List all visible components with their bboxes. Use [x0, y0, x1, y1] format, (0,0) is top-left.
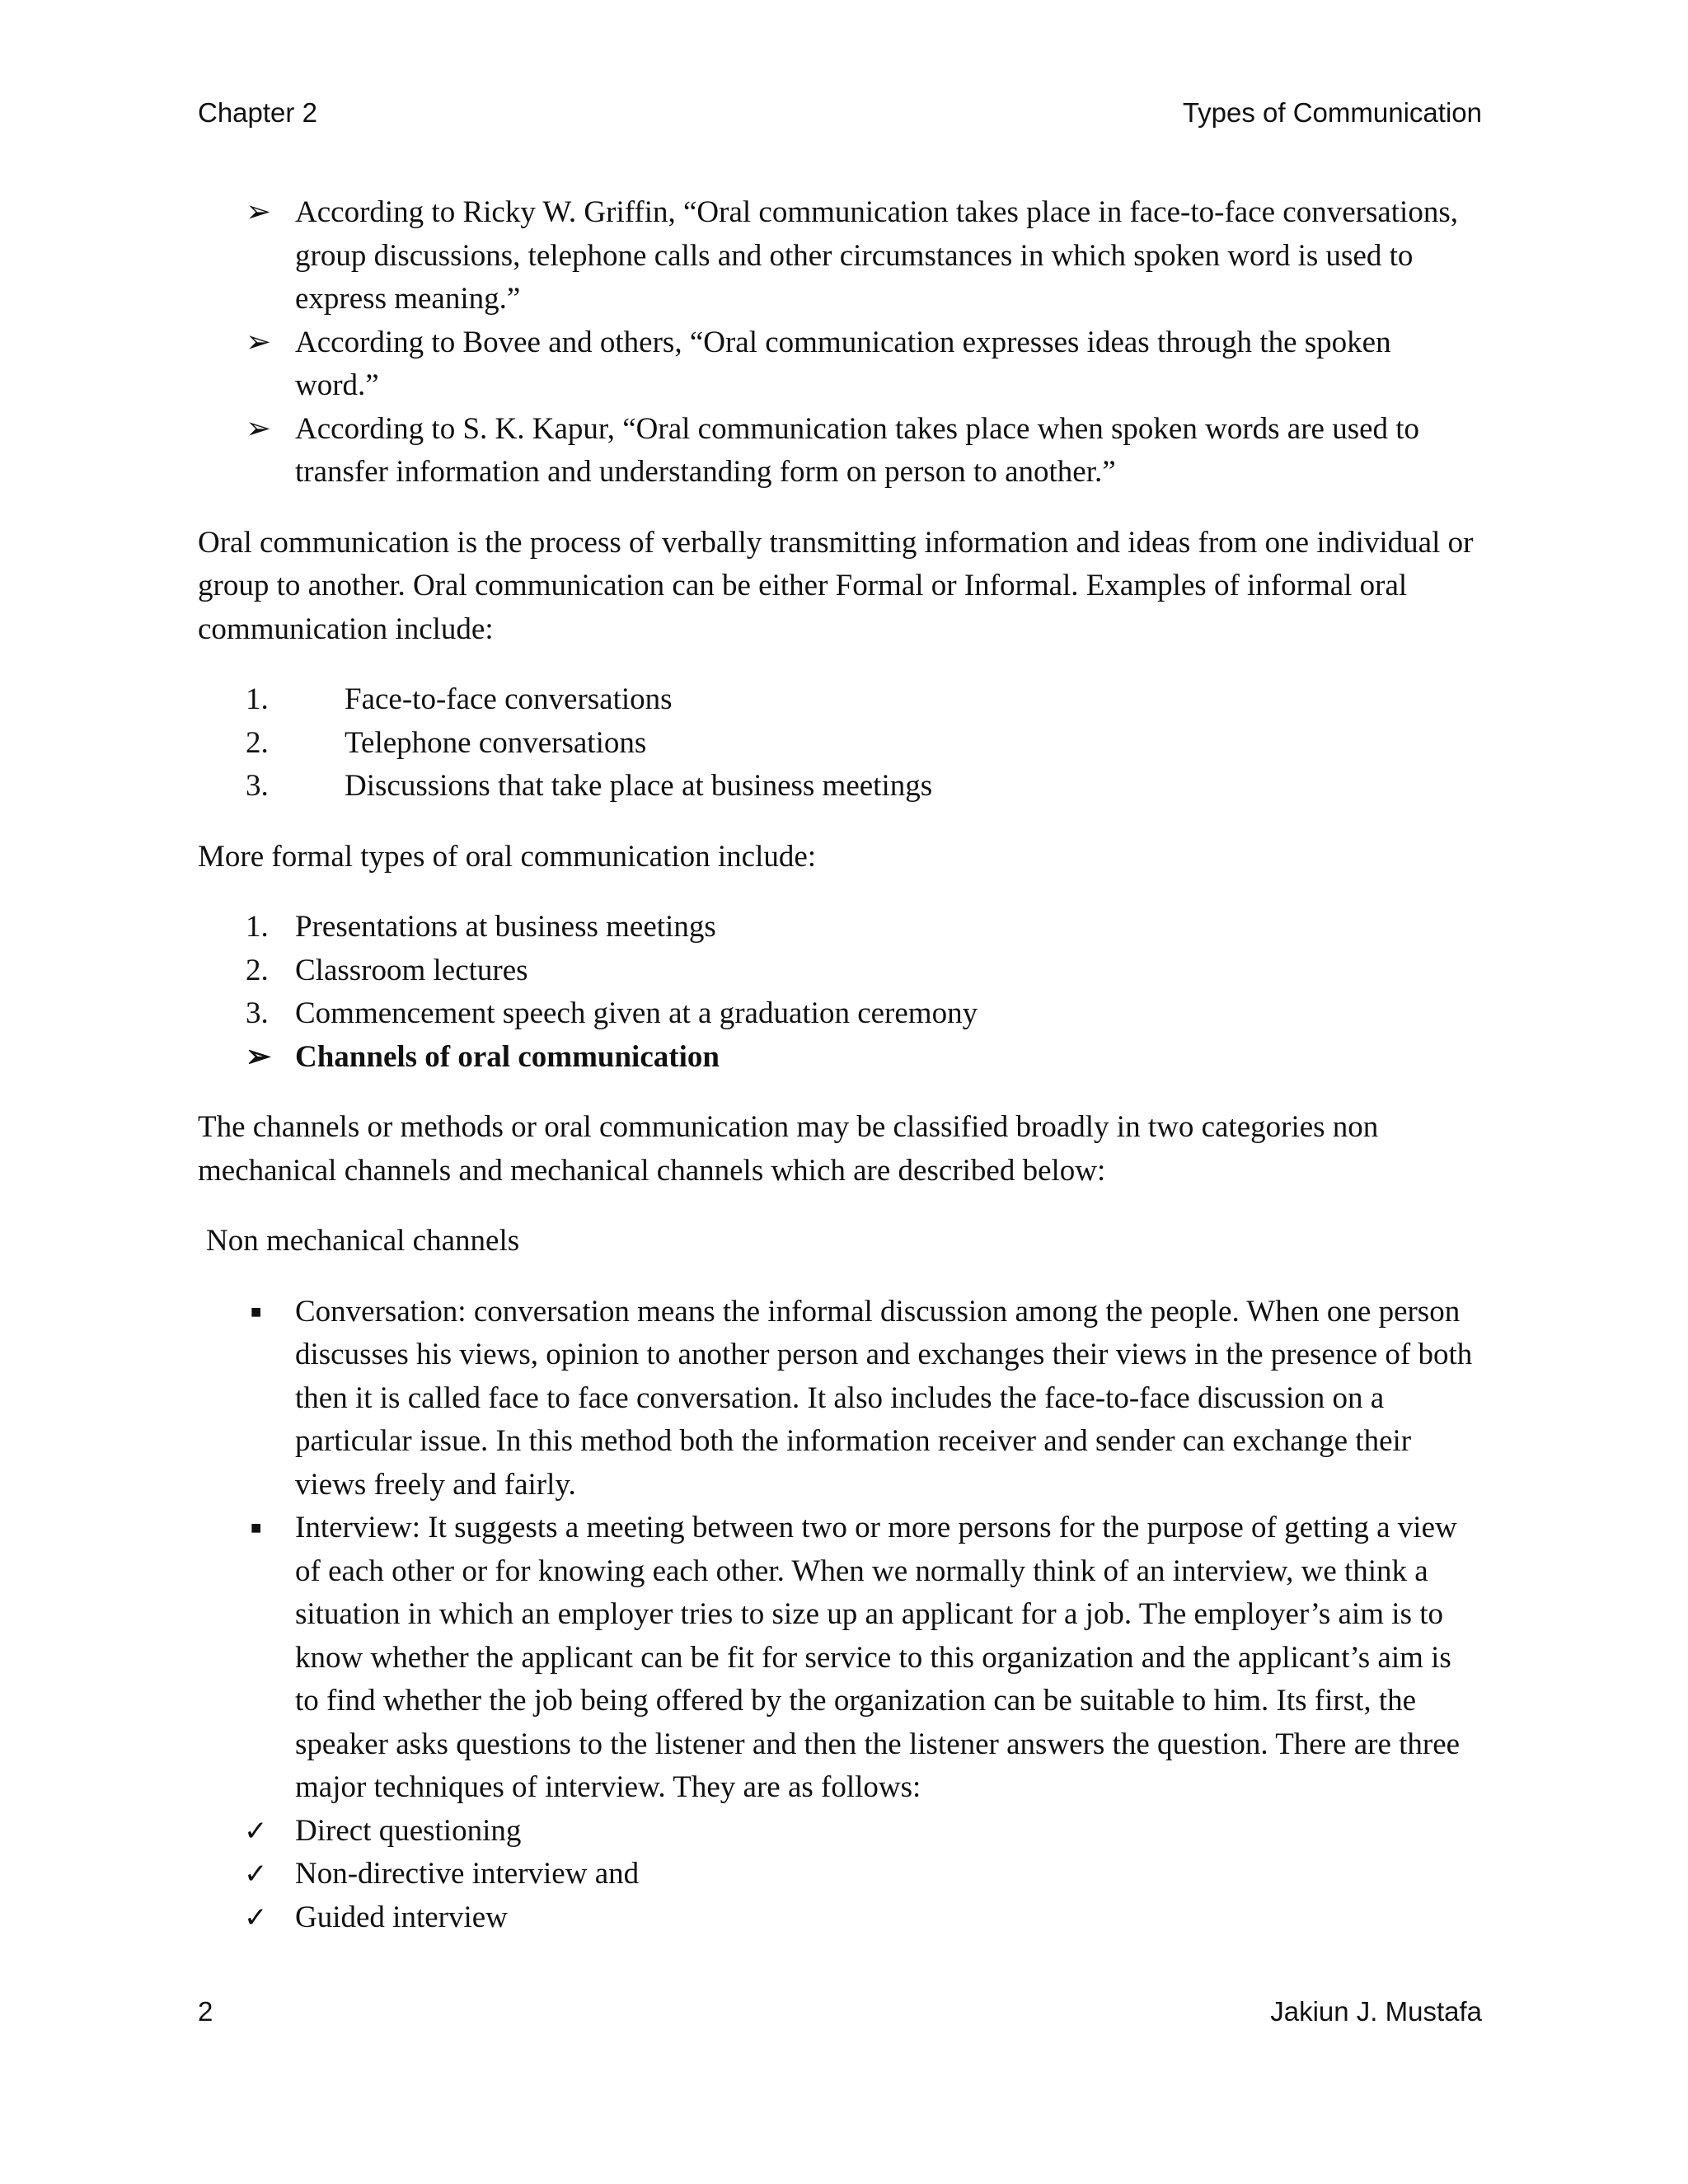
section-heading: ➢ Channels of oral communication [198, 1036, 1482, 1080]
techniques-list [198, 1810, 1482, 1940]
square-bullet-icon: ■ [251, 1517, 262, 1538]
non-mechanical-list [198, 1291, 1482, 1810]
checkmark-icon: ✓ [244, 1814, 268, 1848]
list-item: ✓ Non-directive interview and [198, 1853, 1482, 1896]
subheading: Non mechanical channels [206, 1224, 520, 1258]
definitions-list [198, 191, 1482, 494]
definition-item: ➢ According to S. K. Kapur, “Oral communication takes place when spoken words are used to transfer information and understanding form on person to another.” [198, 408, 1482, 494]
page-header [198, 97, 1482, 129]
arrow-bullet-icon: ➢ [246, 1039, 272, 1074]
page-number: 2 [198, 1996, 213, 2027]
page-body [198, 191, 1482, 1939]
arrow-bullet-icon: ➢ [246, 411, 272, 446]
definition-item: ➢ According to Bovee and others, “Oral communication expresses ideas through the spoken word.” [198, 321, 1482, 408]
list-item: 2. Classroom lectures [246, 953, 528, 987]
definition-item: ➢ According to Ricky W. Griffin, “Oral communication takes place in face-to-face conversations, group discussions, telephone calls and other circumstances in which spoken word is used to express meaning.” [198, 191, 1482, 321]
chapter-label: Chapter 2 [198, 97, 317, 128]
arrow-bullet-icon: ➢ [246, 325, 272, 359]
list-item: ✓ Direct questioning [198, 1810, 1482, 1854]
list-item: 3. Discussions that take place at business meetings [246, 769, 933, 803]
checkmark-icon: ✓ [244, 1900, 268, 1934]
list-item: 2. Telephone conversations [246, 725, 647, 760]
page-footer [198, 1996, 1482, 2027]
checkmark-icon: ✓ [244, 1858, 268, 1891]
list-item: ■ Interview: It suggests a meeting between two or more persons for the purpose of getting a view of each other or for knowing each other. When we normally think of an interview, we think a situation in which an employer tries to size up an applicant for a job. The employer’s aim is to know whether the applicant can be fit for service to this organization and the applicant’s aim is to find whether the job being offered by the organization can be suitable to him. Its first, the speaker asks questions to the listener and then the listener answers the question. There are three major techniques of interview. They are as follows: [198, 1507, 1482, 1810]
formal-examples-list [198, 906, 1482, 1079]
list-item: ✓ Guided interview [198, 1896, 1482, 1940]
list-item: ■ Conversation: conversation means the informal discussion among the people. When one person discusses his views, opinion to another person and exchanges their views in the presence of both then it is called face to face conversation. It also includes the face-to-face discussion on a particular issue. In this method both the information receiver and sender can exchange their views freely and fairly. [198, 1291, 1482, 1507]
arrow-bullet-icon: ➢ [246, 195, 272, 229]
formal-intro: More formal types of oral communication include: [198, 839, 817, 874]
intro-paragraph: Oral communication is the process of verbally transmitting information and ideas from one individual or group to another. Oral communication can be either Formal or Informal. Examples of informal oral communication include: [198, 525, 1474, 646]
informal-examples-list [198, 678, 1482, 808]
chapter-title: Types of Communication [1182, 97, 1482, 128]
channels-paragraph: The channels or methods or oral communication may be classified broadly in two categories non mechanical channels and mechanical channels which are described below: [198, 1110, 1379, 1188]
list-item: 3. Commencement speech given at a graduation ceremony [246, 996, 978, 1030]
square-bullet-icon: ■ [251, 1301, 262, 1322]
author-name: Jakiun J. Mustafa [1270, 1996, 1482, 2027]
list-item: 1. Presentations at business meetings [246, 910, 716, 944]
list-item: 1. Face-to-face conversations [246, 682, 673, 716]
